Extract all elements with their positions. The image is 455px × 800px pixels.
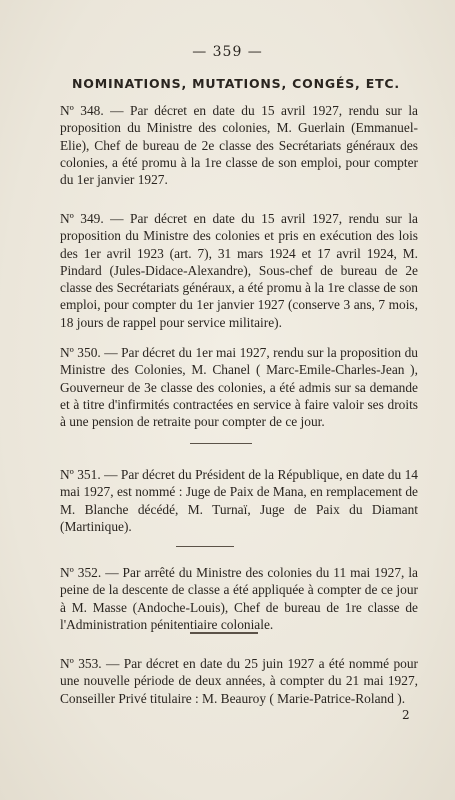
entry-348 <box>48 102 418 188</box>
entry-351 <box>48 466 418 535</box>
entry-text: Nº 352. — Par arrêté du Ministre des colonies du 11 mai 1927, la peine de la descente de classe a été appliquée à compter de ce jour à M. Masse (Andoche-Louis), Chef de bureau de 1re classe de l'Administration pénitentiaire coloniale. <box>60 565 418 632</box>
separator-rule <box>190 443 252 444</box>
separator-rule <box>190 632 258 634</box>
page-number: — 359 — <box>192 44 263 60</box>
section-heading: NOMINATIONS, MUTATIONS, CONGÉS, ETC. <box>72 76 400 91</box>
entry-352 <box>48 564 418 633</box>
entry-text: Nº 351. — Par décret du Président de la République, en date du 14 mai 1927, est nommé : Juge de Paix de Mana, en remplacement de M. Blanche décédé, M. Turnaï, Juge de Paix du Diamant (Martinique). <box>60 467 418 534</box>
entry-text: Nº 353. — Par décret en date du 25 juin 1927 a été nommé pour une nouvelle période de deux années, à compter du 21 mai 1927, Conseiller Privé titulaire : M. Beauroy ( Marie-Patrice-Roland ). <box>60 656 418 706</box>
entry-350 <box>48 344 418 430</box>
separator-rule <box>176 546 234 547</box>
entry-text: Nº 348. — Par décret en date du 15 avril 1927, rendu sur la proposition du Ministre des colonies, M. Guerlain (Emmanuel-Elie), Chef de bureau de 2e classe des Secrétariats généraux des colonies, a été promu à la 1re classe de son emploi, pour compter du 1er janvier 1927. <box>60 103 418 188</box>
entry-349 <box>48 210 418 331</box>
signature-mark: 2 <box>402 708 410 722</box>
entry-text: Nº 350. — Par décret du 1er mai 1927, rendu sur la proposition du Ministre des Colonies, M. Chanel ( Marc-Emile-Charles-Jean ), Gouverneur de 3e classe des colonies, a été admis sur sa demande et à titre d'infirmités contractées en service à faire valoir ses droits à une pension de retraite pour compter de ce jour. <box>60 345 418 430</box>
entry-text: Nº 349. — Par décret en date du 15 avril 1927, rendu sur la proposition du Ministre des colonies et pris en exécution des lois des 1er avril 1923 (art. 7), 31 mars 1924 et 17 avril 1924, M. Pindard (Jules-Didace-Alexandre), Sous-chef de bureau de 2e classe des Secrétariats généraux, a été promu à la 1re classe de son emploi, pour compter du 1er janvier 1927 (conserve 3 ans, 7 mois, 18 jours de rappel pour service militaire). <box>60 211 418 330</box>
entry-353 <box>48 655 418 707</box>
